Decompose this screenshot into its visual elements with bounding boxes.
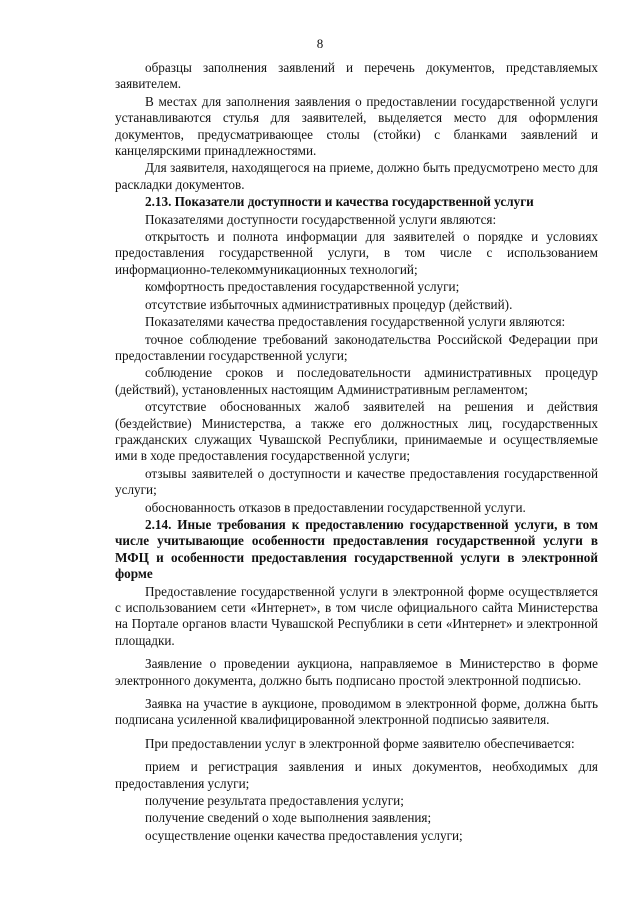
paragraph: осуществление оценки качества предоставления услуги; (145, 827, 463, 843)
paragraph: Показателями доступности государственной услуги являются: (145, 211, 497, 227)
paragraph: соблюдение сроков и последовательности административных процедур (действий), установленных настоящим Административным регламентом; (115, 365, 598, 397)
paragraph: отсутствие избыточных административных процедур (действий). (145, 296, 513, 312)
paragraph: получение сведений о ходе выполнения заявления; (145, 810, 432, 826)
paragraph: обоснованность отказов в предоставлении государственной услуги. (145, 499, 526, 515)
paragraph: Показателями качества предоставления государственной услуги являются: (145, 314, 566, 330)
page-number: 8 (316, 36, 324, 51)
paragraph: Предоставление государственной услуги в электронной форме осуществляется с использованием сети «Интернет», в том числе официального сайта Министерства на Портале органов власти Чувашской Республики в сети «Интернет» и электронной площадки. (115, 583, 598, 648)
paragraph: получение результата предоставления услуги; (145, 793, 404, 809)
paragraph: Для заявителя, находящегося на приеме, должно быть предусмотрено место для раскладки документов. (115, 160, 598, 192)
paragraph: открытость и полнота информации для заявителей о порядке и условиях предоставления государственной услуги, в том числе с использованием информационно-телекоммуникационных технологий; (115, 229, 598, 277)
section-heading: 2.14. Иные требования к предоставлению государственной услуги, в том числе учитывающие особенности предоставления государственной услуги в МФЦ и особенности предоставления государственной услуги в электронной форме (115, 516, 598, 582)
paragraph: точное соблюдение требований законодательства Российской Федерации при предоставлении государственной услуги; (115, 331, 598, 363)
document-body (115, 60, 598, 845)
paragraph: Заявка на участие в аукционе, проводимом в электронной форме, должна быть подписана усиленной квалифицированной электронной подписью заявителя. (115, 696, 598, 728)
paragraph: прием и регистрация заявления и иных документов, необходимых для предоставления услуги; (115, 759, 598, 791)
paragraph: комфортность предоставления государственной услуги; (145, 279, 460, 295)
paragraph: образцы заполнения заявлений и перечень документов, представляемых заявителем. (115, 60, 598, 92)
paragraph: При предоставлении услуг в электронной форме заявителю обеспечивается: (145, 735, 575, 751)
paragraph: Заявление о проведении аукциона, направляемое в Министерство в форме электронного документа, должно быть подписано простой электронной подписью. (115, 656, 598, 688)
section-heading: 2.13. Показатели доступности и качества государственной услуги (145, 194, 534, 210)
paragraph: отсутствие обоснованных жалоб заявителей на решения и действия (бездействие) Министерства, а также его должностных лиц, государственных гражданских служащих Чувашской Республики, принимаемые и осуществляемые ими в ходе предоставления государственной услуги; (115, 399, 598, 464)
paragraph: В местах для заполнения заявления о предоставлении государственной услуги устанавливаются стулья для заявителей, выделяется место для оформления документов, предусматривающее столы (стойки) с бланками заявлений и канцелярскими принадлежностями. (115, 93, 598, 159)
paragraph: отзывы заявителей о доступности и качестве предоставления государственной услуги; (115, 465, 598, 498)
